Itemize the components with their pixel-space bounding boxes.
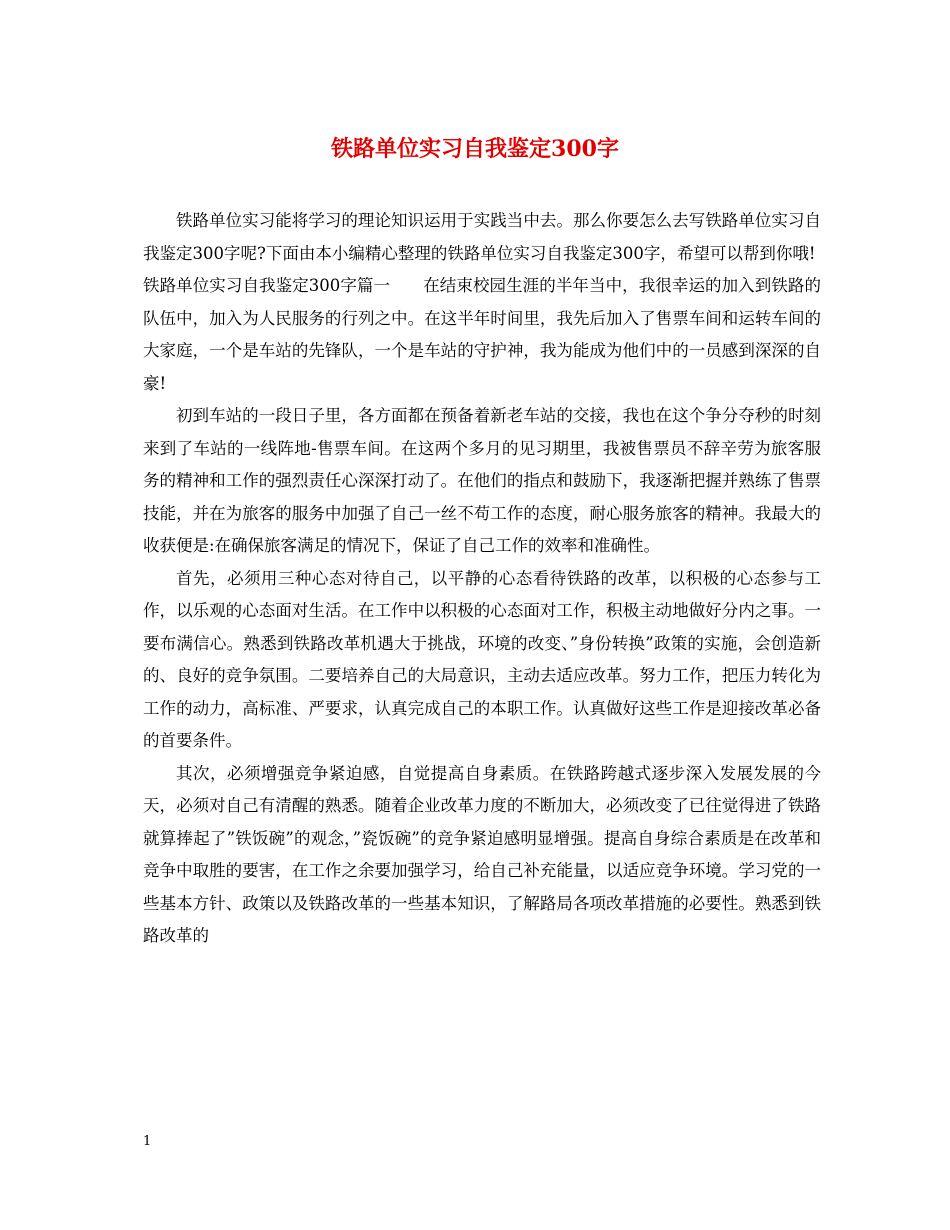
- document-title: 铁路单位实习自我鉴定300字: [331, 136, 619, 162]
- page-number: 1: [143, 1134, 152, 1149]
- paragraph-second: 其次，必须增强竞争紧迫感，自觉提高自身素质。在铁路跨越式逐步深入发展发展的今天，必须对自己有清醒的熟悉。随着企业改革力度的不断加大，必须改变了已往觉得进了铁路就算捧起了”铁饭碗”的观念，”瓷饭碗”的竞争紧迫感明显增强。提高自身综合素质是在改革和竞争中取胜的要害，在工作之余要加强学习，给自己补充能量，以适应竞争环境。学习党的一些基本方针、政策以及铁路改革的一些基本知识，了解路局各项改革措施的必要性。熟悉到铁路改革的: [143, 763, 821, 945]
- paragraph-intro: 铁路单位实习能将学习的理论知识运用于实践当中去。那么你要怎么去写铁路单位实习自我鉴定300字呢?下面由本小编精心整理的铁路单位实习自我鉴定300字，希望可以帮到你哦!: [143, 211, 821, 263]
- document-body: [143, 205, 821, 953]
- paragraph-section-one: 铁路单位实习自我鉴定300字篇一 在结束校园生涯的半年当中，我很幸运的加入到铁路的队伍中，加入为人民服务的行列之中。在这半年时间里，我先后加入了售票车间和运转车间的大家庭，一个是车站的先锋队，一个是车站的守护神，我为能成为他们中的一员感到深深的自豪!: [143, 276, 821, 393]
- paragraph-ticket-office: 初到车站的一段日子里，各方面都在预备着新老车站的交接，我也在这个争分夺秒的时刻来到了车站的一线阵地-售票车间。在这两个多月的见习期里，我被售票员不辞辛劳为旅客服务的精神和工作的强烈责任心深深打动了。在他们的指点和鼓励下，我逐渐把握并熟练了售票技能，并在为旅客的服务中加强了自己一丝不苟工作的态度，耐心服务旅客的精神。我最大的收获便是:在确保旅客满足的情况下，保证了自己工作的效率和准确性。: [143, 406, 821, 555]
- paragraph-first: 首先，必须用三种心态对待自己，以平静的心态看待铁路的改革，以积极的心态参与工作，以乐观的心态面对生活。在工作中以积极的心态面对工作，积极主动地做好分内之事。一要布满信心。熟悉到铁路改革机遇大于挑战，环境的改变、”身份转换”政策的实施，会创造新的、良好的竞争氛围。二要培养自己的大局意识，主动去适应改革。努力工作，把压力转化为工作的动力，高标准、严要求，认真完成自己的本职工作。认真做好这些工作是迎接改革必备的首要条件。: [143, 568, 821, 750]
